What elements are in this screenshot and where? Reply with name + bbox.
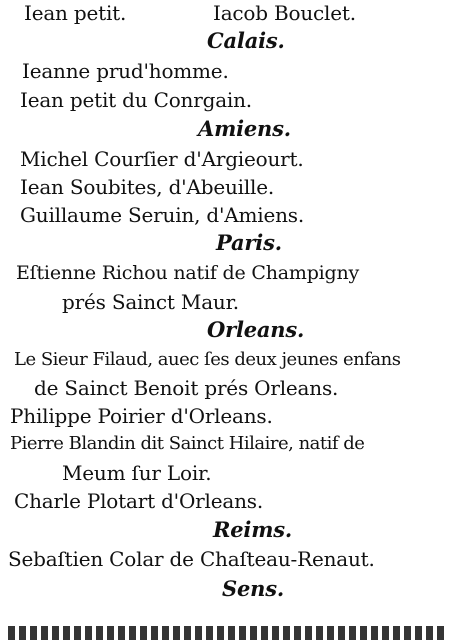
name-entry: Charle Plotart d'Orleans.: [14, 489, 263, 513]
city-heading: Reims.: [213, 517, 292, 542]
name-entry: Iean petit.: [24, 1, 127, 25]
name-entry: Iean petit du Conrgain.: [20, 88, 252, 112]
name-entry: Guillaume Seruin, d'Amiens.: [20, 203, 305, 227]
name-entry: Ieanne prud'homme.: [22, 59, 229, 83]
name-entry: Philippe Poirier d'Orleans.: [10, 404, 273, 428]
name-entry: Pierre Blandin dit Sainct Hilaire, natif de: [10, 433, 365, 454]
name-entry: Sebaſtien Colar de Chaſteau-Renaut.: [8, 547, 375, 571]
name-entry: Michel Courſier d'Argieourt.: [20, 147, 304, 171]
city-heading: Amiens.: [198, 116, 291, 141]
name-entry: Iean Soubites, d'Abeuille.: [20, 175, 275, 199]
city-heading: Calais.: [207, 28, 285, 53]
city-heading: Orleans.: [207, 317, 305, 342]
cutoff-bottom-line: [8, 608, 448, 640]
name-entry: Eſtienne Richou natif de Champigny: [16, 262, 360, 284]
name-entry-continuation: Meum ſur Loir.: [62, 461, 212, 485]
name-entry: Iacob Bouclet.: [213, 1, 356, 25]
name-entry-continuation: de Sainct Benoit prés Orleans.: [34, 376, 339, 400]
city-heading: Sens.: [222, 576, 284, 601]
name-entry: Le Sieur Filaud, auec ſes deux jeunes enfans: [14, 349, 401, 370]
name-entry-continuation: prés Sainct Maur.: [62, 290, 239, 314]
city-heading: Paris.: [216, 230, 282, 255]
